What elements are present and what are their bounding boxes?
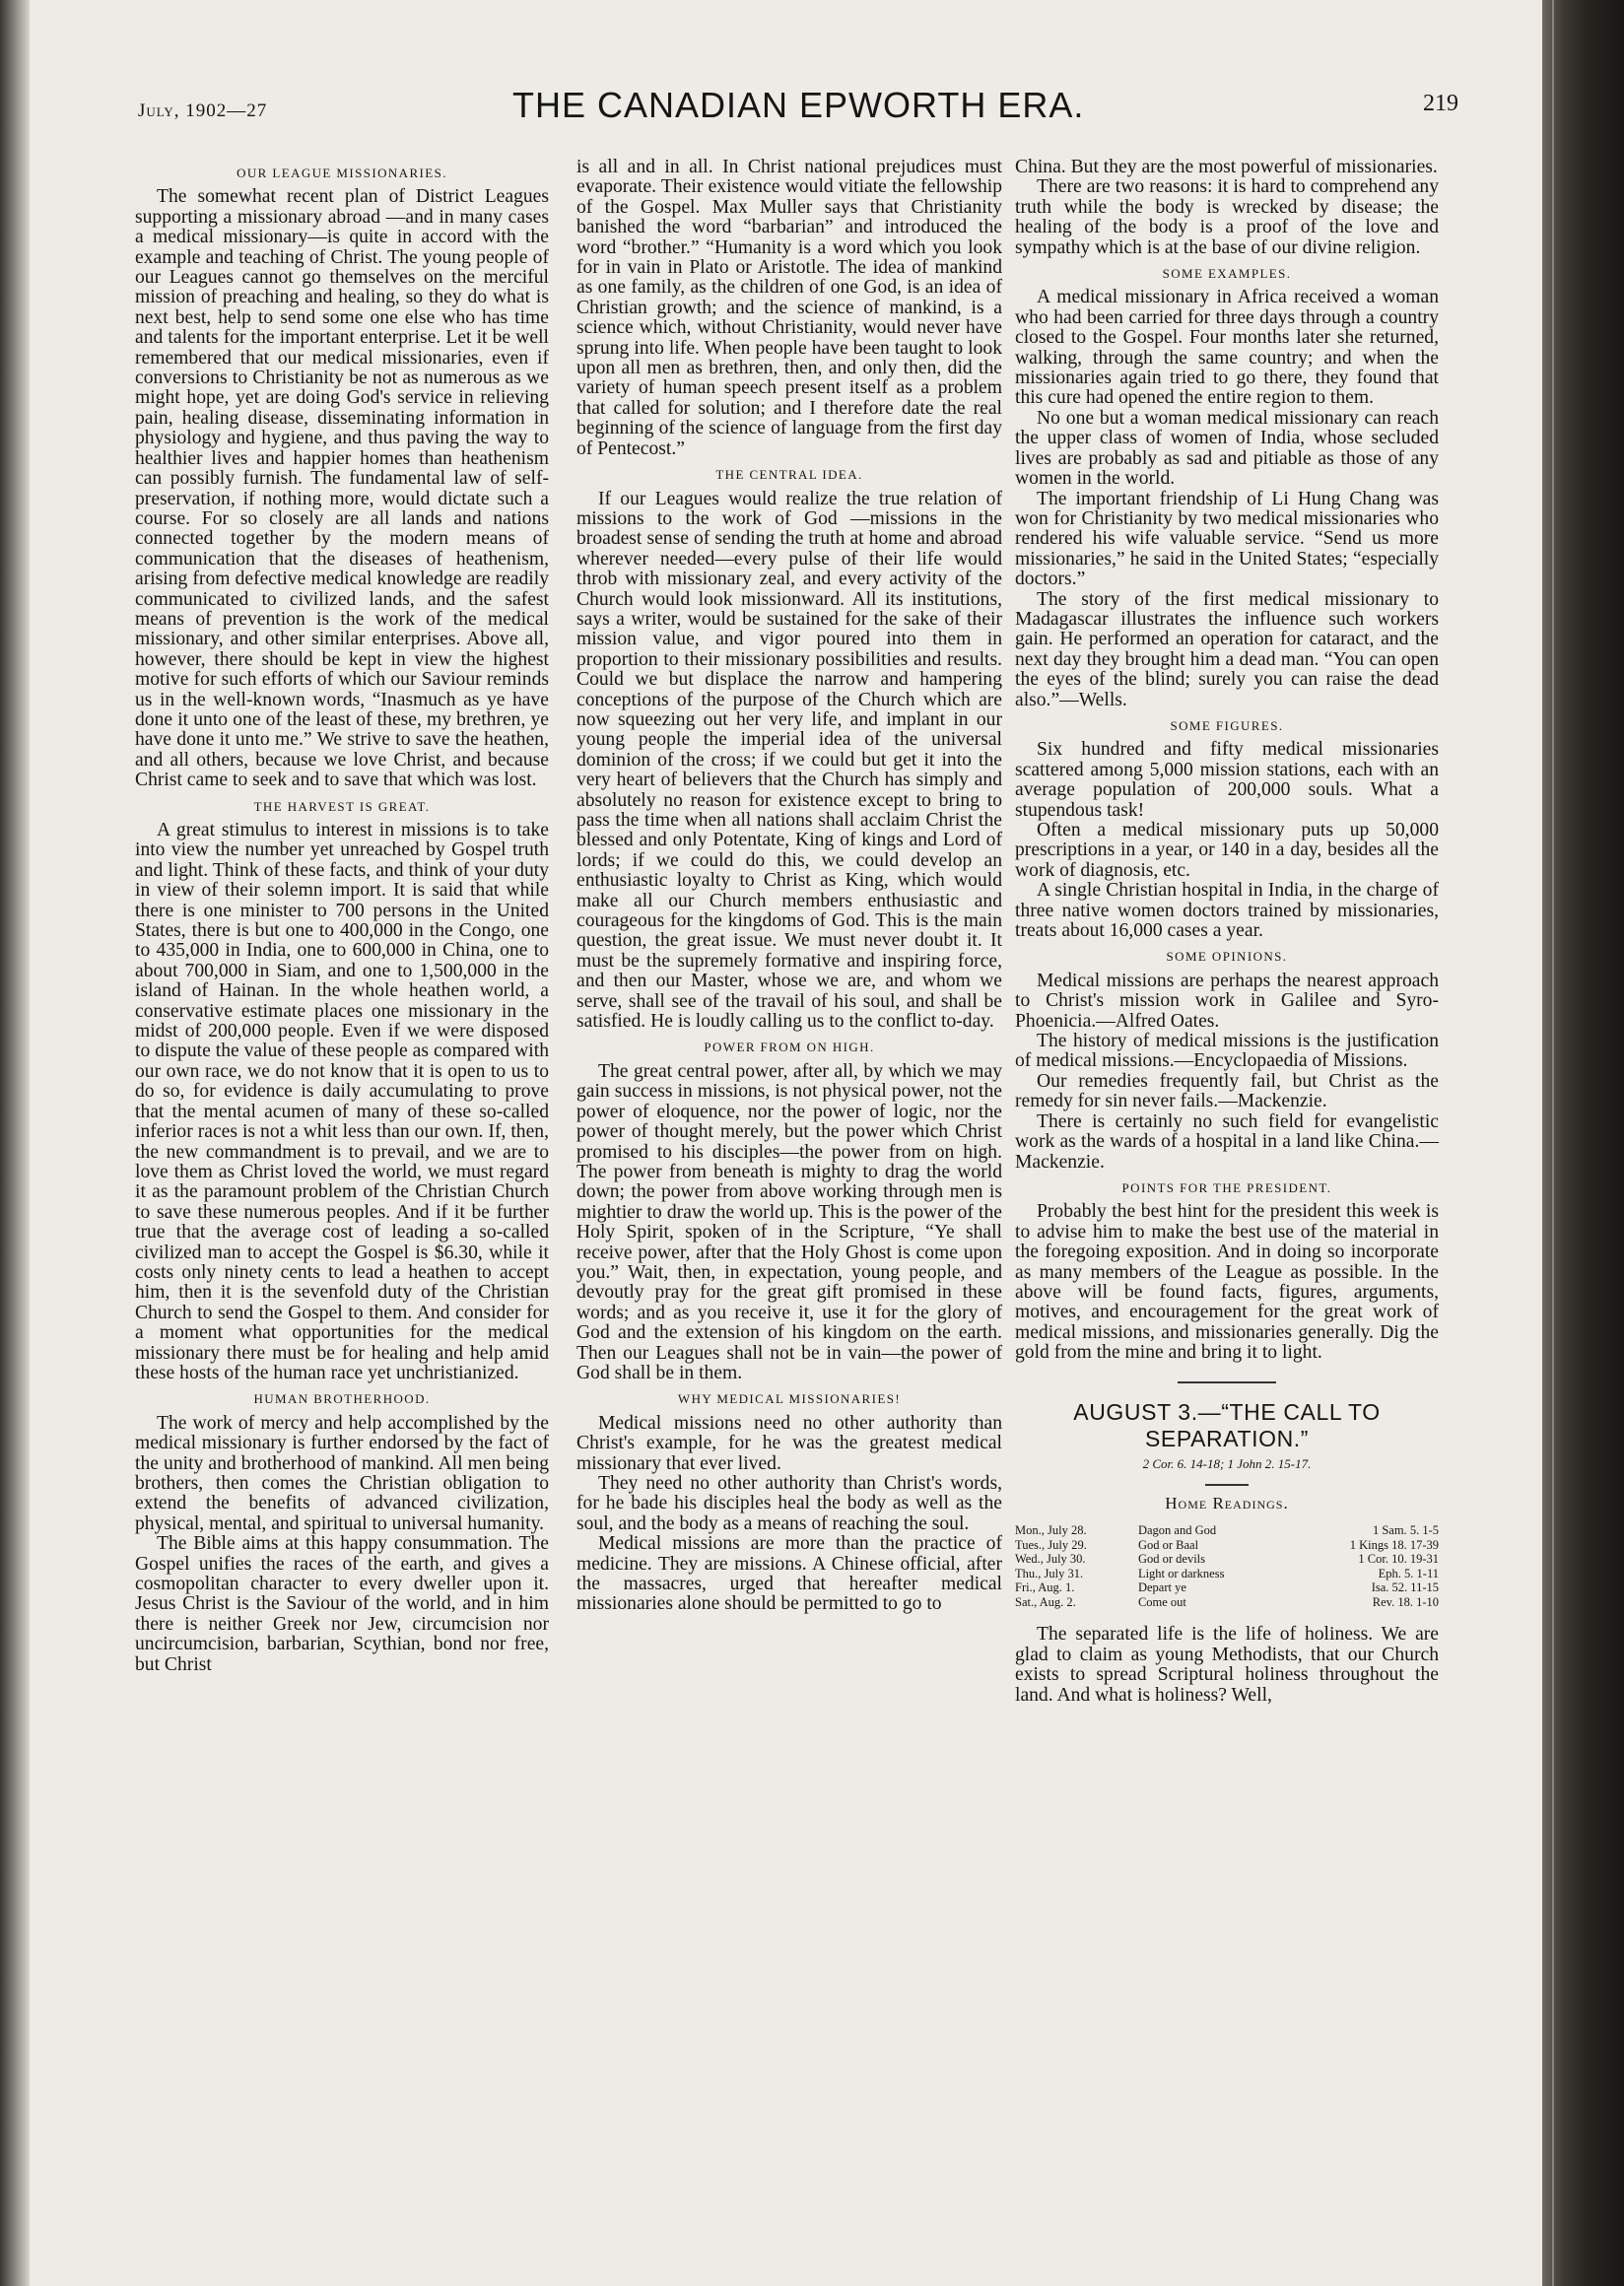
home-readings-heading: Home Readings. bbox=[1165, 1493, 1289, 1513]
page-header bbox=[138, 85, 1458, 130]
reading-day: Mon., July 28. bbox=[1015, 1523, 1087, 1538]
reading-reference: Eph. 5. 1-11 bbox=[1378, 1566, 1439, 1580]
lesson-title: AUGUST 3.—“THE CALL TO SEPARATION.” bbox=[1073, 1398, 1381, 1451]
paragraph: Medical missions are more than the practice of medicine. They are missions. A Chinese official, after the massacres, urged that hereafter medical missionaries alone should be permitted to go to bbox=[576, 1533, 1002, 1615]
table-row bbox=[1015, 1580, 1439, 1595]
paragraph-continued: is all and in all. In Christ national prejudices must evaporate. Their existence would vitiate the fellowship of the Gospel. Max Muller says that Christianity banished the word “barbarian” and introduced the word “brother.” “Humanity is a word which you look for in vain in Plato or Aristotle. The idea of mankind as one family, as the children of one God, is an idea of Christian growth; and the science of mankind, is a science which, without Christianity, would never have sprung into life. When people have been taught to look upon all men as brethren, then, and only then, did the variety of human speech present itself as a problem that called for solution; and I therefore date the real beginning of the science of language from the first day of Pentecost.” bbox=[576, 157, 1002, 459]
table-row bbox=[1015, 1523, 1439, 1538]
section-heading: THE CENTRAL IDEA. bbox=[715, 467, 863, 483]
reading-day: Tues., July 29. bbox=[1015, 1537, 1087, 1552]
table-row bbox=[1015, 1552, 1439, 1567]
paragraph: Medical missions are perhaps the nearest approach to Christ's mission work in Galilee and Syro-Phoenicia.—Alfred Oates. bbox=[1015, 970, 1439, 1032]
paragraph: Our remedies frequently fail, but Christ as the remedy for sin never fails.—Mackenzie. bbox=[1015, 1070, 1439, 1112]
reading-day: Sat., Aug. 2. bbox=[1015, 1594, 1076, 1609]
reading-reference: 1 Sam. 5. 1-5 bbox=[1372, 1523, 1439, 1538]
paragraph: No one but a woman medical missionary can reach the upper class of women of India, whose secluded lives are probably as sad and pitiable as those of any women in the world. bbox=[1015, 407, 1439, 490]
table-row bbox=[1015, 1595, 1439, 1610]
paragraph: The separated life is the life of holiness. We are glad to claim as young Methodists, that our Church exists to spread Scriptural holiness throughout the land. And what is holiness? Well, bbox=[1015, 1624, 1439, 1706]
reading-title: Dagon and God bbox=[1137, 1523, 1217, 1538]
paragraph: The work of mercy and help accomplished by the medical missionary is further endorsed by the fact of the unity and brotherhood of mankind. All men being brothers, then comes the Christian obligation to extend the benefits of advanced civilization, physical, mental, and spiritual to universal humanity. bbox=[135, 1412, 549, 1534]
reading-title: Depart ye bbox=[1137, 1580, 1186, 1595]
reading-day: Wed., July 30. bbox=[1015, 1552, 1086, 1567]
paragraph: Six hundred and fifty medical missionaries scattered among 5,000 mission stations, each with an average population of 200,000 souls. What a stupendous task! bbox=[1015, 739, 1439, 821]
issue-date: July, 1902—27 bbox=[138, 101, 268, 121]
page-number: 219 bbox=[1423, 91, 1458, 116]
paragraph: The history of medical missions is the justification of medical missions.—Encyclopaedia of Missions. bbox=[1015, 1031, 1439, 1072]
table-row bbox=[1015, 1567, 1439, 1581]
paragraph: Medical missions need no other authority than Christ's example, for he was the greatest medical missionary that ever lived. bbox=[576, 1412, 1002, 1474]
paragraph: The story of the first medical missionary to Madagascar illustrates the influence such workers gain. He performed an operation for cataract, and the next day they brought him a dead man. “You can open the eyes of the blind; surely you can raise the dead also.”—Wells. bbox=[1015, 588, 1439, 710]
section-heading: POWER FROM ON HIGH. bbox=[704, 1040, 875, 1055]
section-heading: WHY MEDICAL MISSIONARIES! bbox=[677, 1391, 902, 1407]
section-heading: SOME OPINIONS. bbox=[1166, 949, 1288, 965]
section-heading: THE HARVEST IS GREAT. bbox=[253, 798, 431, 814]
short-divider bbox=[1205, 1484, 1249, 1486]
section-heading: OUR LEAGUE MISSIONARIES. bbox=[237, 166, 447, 180]
paragraph: A single Christian hospital in India, in the charge of three native women doctors trained by missionaries, treats about 16,000 cases a year. bbox=[1015, 880, 1439, 942]
column-2 bbox=[576, 158, 1002, 1615]
lesson-scripture-reference: 2 Cor. 6. 14-18; 1 John 2. 15-17. bbox=[1142, 1455, 1312, 1471]
section-heading: POINTS FOR THE PRESIDENT. bbox=[1121, 1179, 1332, 1195]
reading-title: God or devils bbox=[1137, 1552, 1206, 1567]
reading-day: Fri., Aug. 1. bbox=[1015, 1580, 1075, 1595]
reading-reference: 1 Cor. 10. 19-31 bbox=[1358, 1552, 1439, 1567]
paragraph: There is certainly no such field for evangelistic work as the wards of a hospital in a land like China.—Mackenzie. bbox=[1015, 1110, 1439, 1173]
paragraph: The Bible aims at this happy consummation. The Gospel unifies the races of the earth, and gives a cosmopolitan character to every dweller upon it. Jesus Christ is the Saviour of the world, and in him there is neither Greek nor Jew, circumcision nor uncircumcision, barbarian, Scythian, bond nor free, but Christ bbox=[135, 1533, 549, 1675]
paragraph: If our Leagues would realize the true relation of missions to the work of God —missions in the broadest sense of sending the truth at home and abroad wherever needed—every pulse of their life would throb with missionary zeal, and every activity of the Church would look missionward. All its institutions, says a writer, would be sustained for the sake of their mission value, and vigor poured into them in proportion to their missionary possibilities and results. Could we but displace the narrow and hampering conceptions of the purpose of the Church which are now squeezing out her very life, and implant in our young people the imperial idea of the universal dominion of the cross; if we could but get it into the very heart of believers that the Church has simply and absolutely no reason for existence except to bring to pass the time when all nations shall acclaim Christ the blessed and only Potentate, King of kings and Lord of lords; if we could do this, we could develop an enthusiastic loyalty to Christ as King, which would make all our Church members enthusiastic and courageous for the kingdoms of God. This is the main question, the great issue. We must never doubt it. It must be the supremely formative and inspiring force, and then our Master, whose we are, and whom we serve, shall see of the travail of his soul, and shall be satisfied. He is loudly calling us to the conflict to-day. bbox=[576, 488, 1002, 1033]
reading-reference: Isa. 52. 11-15 bbox=[1371, 1580, 1439, 1595]
paragraph: A great stimulus to interest in missions is to take into view the number yet unreached by Gospel truth and light. Think of these facts, and think of your duty in view of their solemn import. It is said that while there is one minister to 700 persons in the United States, there is but one to 400,000 in the Congo, one to 435,000 in India, one to 600,000 in China, one to about 700,000 in Siam, and one to 1,500,000 in the island of Hainan. In the whole heathen world, a conservative estimate places one missionary in the midst of 200,000 people. Even if we were disposed to dispute the value of these people as compared with our own race, we do not know that it is open to us to do so, for evidence is daily accumulating to prove that the mental acumen of many of these so-called inferior races is not a whit less than our own. If, then, the new commandment is to prevail, and we are to love them as Christ loved the world, we must regard it as the paramount problem of the Christian Church to save these numerous peoples. And if it be further true that the average cost of leading a so-called civilized man to accept the Gospel is $6.30, while it costs only ninety cents to lead a heathen to accept him, then it is the sevenfold duty of the Christian Church to send the Gospel to them. And consider for a moment what opportunities for the medical missionary there must be for healing and help amid these hosts of the human race yet unchristianized. bbox=[135, 820, 549, 1383]
paragraph: Probably the best hint for the president this week is to advise him to make the best use of the material in the foregoing exposition. And in doing so incorporate as many members of the League as possible. In the above will be found facts, figures, arguments, motives, and encouragement for the great work of medical missions, and missionaries generally. Dig the gold from the mine and bring it to light. bbox=[1015, 1201, 1439, 1364]
paragraph: The important friendship of Li Hung Chang was won for Christianity by two medical missionaries who rendered his wife valuable service. “Send us more missionaries,” he said in the United States; “especially doctors.” bbox=[1015, 488, 1439, 590]
home-readings-table bbox=[1015, 1523, 1439, 1609]
reading-title: Light or darkness bbox=[1137, 1566, 1225, 1580]
paragraph: There are two reasons: it is hard to comprehend any truth while the body is wrecked by disease; the healing of the body is a proof of the love and sympathy which is at the base of our divine religion. bbox=[1015, 176, 1439, 258]
paragraph: Often a medical missionary puts up 50,000 prescriptions in a year, or 140 in a day, besides all the work of diagnosis, etc. bbox=[1015, 820, 1439, 881]
table-row bbox=[1015, 1538, 1439, 1553]
paragraph: They need no other authority than Christ's words, for he bade his disciples heal the body as well as the soul, and the body as a means of reaching the soul. bbox=[576, 1473, 1002, 1534]
section-heading: SOME FIGURES. bbox=[1170, 717, 1284, 733]
column-3 bbox=[1015, 158, 1439, 1706]
reading-day: Thu., July 31. bbox=[1015, 1566, 1084, 1580]
paragraph-continued: China. But they are the most powerful of missionaries. bbox=[1015, 157, 1438, 177]
paragraph: The great central power, after all, by which we may gain success in missions, is not physical power, not the power of eloquence, nor the power of logic, nor the power of thought merely, but the power which Christ promised to his disciples—the power from on high. The power from beneath is mighty to drag the world down; the power from above working through men is mightier to draw the world up. This is the power of the Holy Spirit, spoken of in the Scripture, “Ye shall receive power, after that the Holy Ghost is come upon you.” Wait, then, in expectation, young people, and devoutly pray for the great gift promised in these words; and as you receive it, use it for the glory of God and the extension of his kingdom on the earth. Then our Leagues shall not be in vain—the power of God shall be in them. bbox=[576, 1060, 1002, 1383]
magazine-title: THE CANADIAN EPWORTH ERA. bbox=[512, 85, 1085, 125]
paragraph: The somewhat recent plan of District Leagues supporting a missionary abroad —and in many cases a medical missionary—is quite in accord with the example and teaching of Christ. The young people of our Leagues cannot go themselves on the merciful mission of preaching and healing, so they do what is next best, help to send some one else who has time and talents for the important enterprise. Let it be well remembered that our medical missionaries, even if conversions to Christianity be not as numerous as we might hope, yet are doing God's service in relieving pain, healing disease, disseminating information in physiology and hygiene, and thus paving the way to healthier lives and happier homes than heathenism can possibly furnish. The fundamental law of self-preservation, if nothing more, would dictate such a course. For so closely are all lands and nations connected together by the modern means of communication that the diseases of heathenism, arising from defective medical knowledge are readily communicated to civilized lands, and the safest means of prevention is the work of the medical missionary, and other similar enterprises. Above all, however, there should be kept in view the highest motive for such efforts of which our Saviour reminds us in the well-known words, “Inasmuch as ye have done it unto one of the least of these, my brethren, ye have done it unto me.” We strive to save the heathen, and all others, because we love Christ, and because Christ came to seek and to save that which was lost. bbox=[135, 186, 549, 791]
book-binding-edge bbox=[1542, 0, 1624, 2286]
column-1 bbox=[135, 158, 549, 1675]
paragraph: A medical missionary in Africa received a woman who had been carried for three days through a country closed to the Gospel. Four months later she returned, walking, through the same country; and when the missionaries again tried to go there, they found that this cure had opened the entire region to them. bbox=[1015, 287, 1439, 409]
page-edge-line bbox=[1552, 0, 1554, 2286]
reading-title: God or Baal bbox=[1137, 1537, 1199, 1552]
reading-title: Come out bbox=[1137, 1594, 1186, 1609]
section-divider bbox=[1178, 1381, 1276, 1383]
section-heading: SOME EXAMPLES. bbox=[1162, 266, 1292, 282]
section-heading: HUMAN BROTHERHOOD. bbox=[253, 1391, 431, 1407]
reading-reference: Rev. 18. 1-10 bbox=[1372, 1594, 1439, 1609]
page-edge-shadow bbox=[0, 0, 30, 2286]
reading-reference: 1 Kings 18. 17-39 bbox=[1349, 1537, 1439, 1552]
